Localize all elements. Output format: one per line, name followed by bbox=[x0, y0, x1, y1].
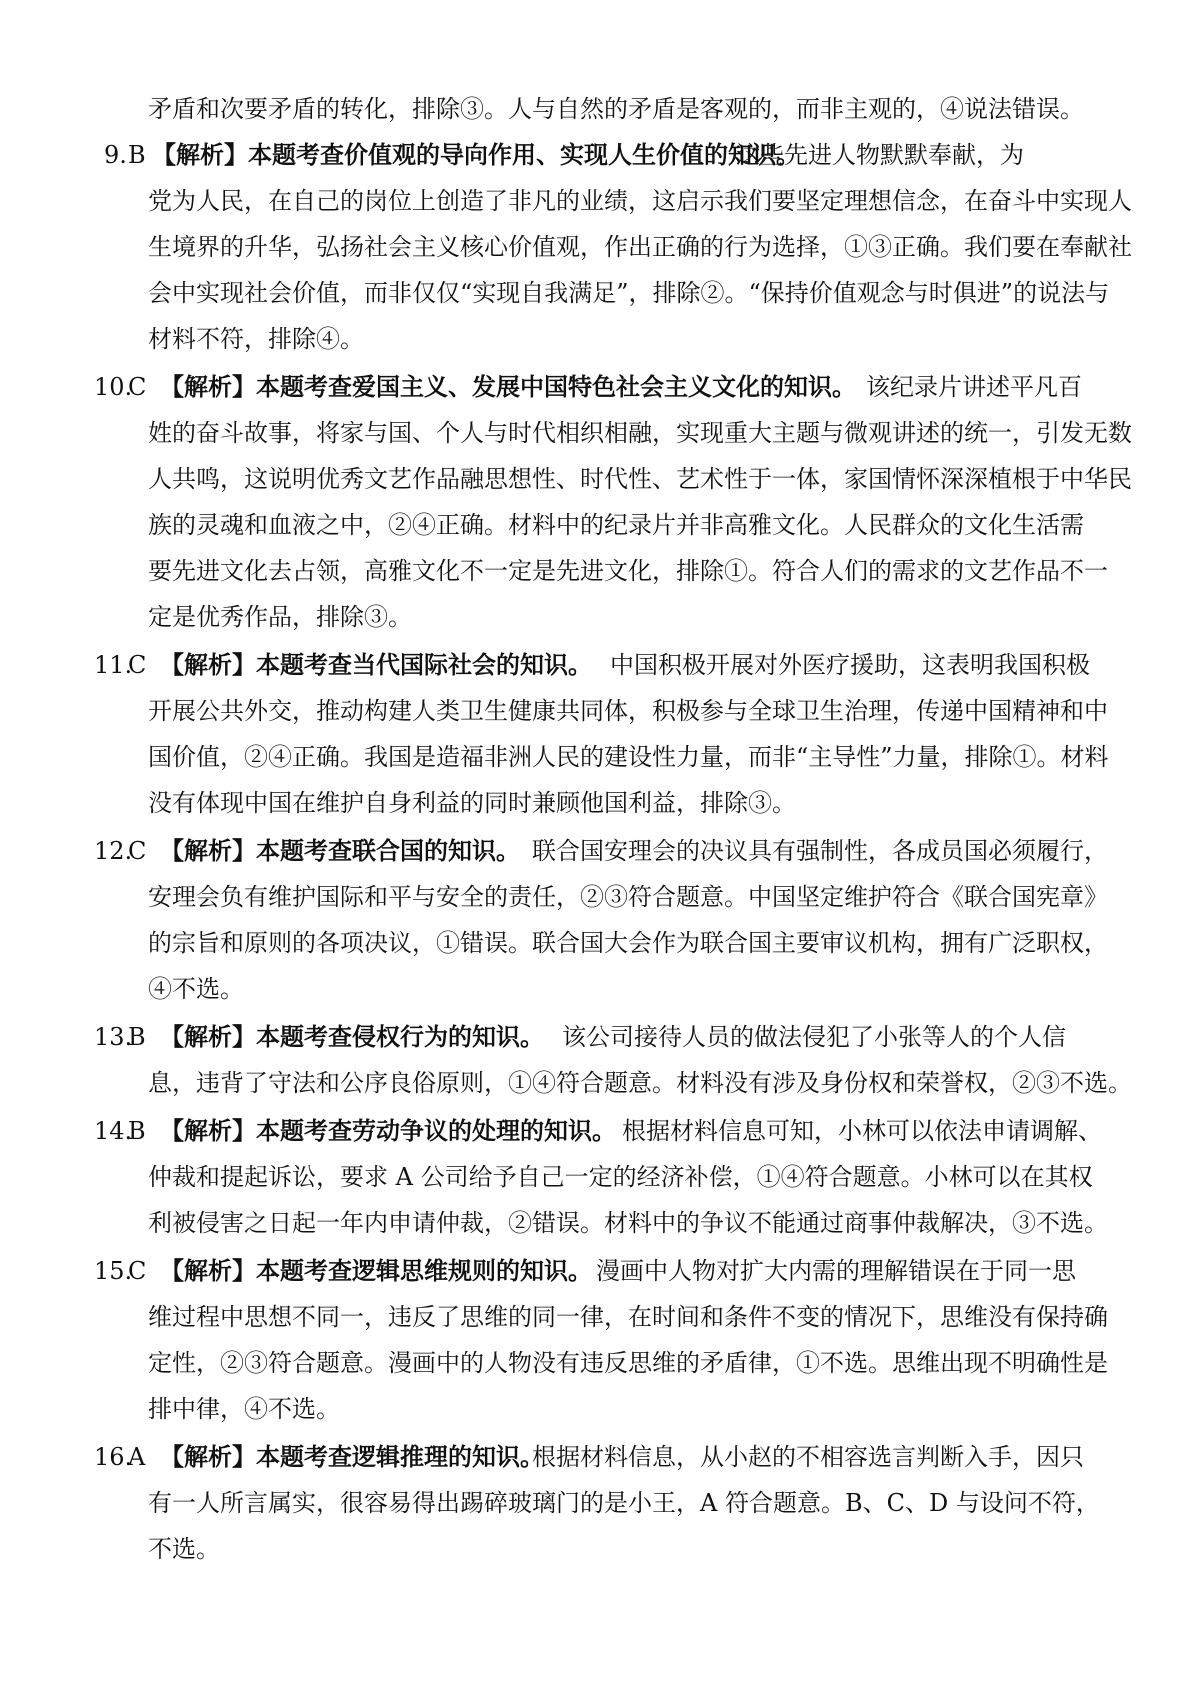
analysis-text: 该公司接待人员的做法侵犯了小张等人的个人信 bbox=[562, 1023, 1066, 1051]
analysis-text: 漫画中人物对扩大内需的理解错误在于同一思 bbox=[596, 1257, 1076, 1285]
analysis-text: 开展公共外交，推动构建人类卫生健康共同体，积极参与全球卫生治理，传递中国精神和中 bbox=[148, 697, 1108, 725]
item-answer: A bbox=[128, 1443, 146, 1471]
analysis-text: 不选。 bbox=[148, 1535, 220, 1563]
item-first-line bbox=[0, 1436, 1200, 1478]
item-number: 11. bbox=[94, 651, 133, 679]
analysis-text: 有一人所言属实，很容易得出踢碎玻璃门的是小王，A 符合题意。B、C、D 与设问不符， bbox=[148, 1489, 1100, 1517]
item-answer: C bbox=[128, 373, 147, 401]
analysis-text: 国价值，②④正确。我国是造福非洲人民的建设性力量，而非“主导性”力量，排除①。材料 bbox=[148, 743, 1109, 771]
item-number: 15. bbox=[94, 1257, 133, 1285]
analysis-tag: 【解析】 bbox=[160, 1022, 256, 1051]
analysis-text: 人共鸣，这说明优秀文艺作品融思想性、时代性、艺术性于一体，家国情怀深深植根于中华民 bbox=[148, 465, 1132, 493]
analysis-tag: 【解析】 bbox=[160, 650, 256, 679]
analysis-text: 没有体现中国在维护自身利益的同时兼顾他国利益，排除③。 bbox=[148, 789, 796, 817]
item-first-line bbox=[0, 830, 1200, 872]
item-answer: B bbox=[128, 1117, 146, 1145]
item-answer: B bbox=[128, 1023, 146, 1051]
analysis-text: 联合国安理会的决议具有强制性，各成员国必须履行， bbox=[532, 837, 1108, 865]
analysis-text: 中国积极开展对外医疗援助，这表明我国积极 bbox=[610, 651, 1090, 679]
item-number: 12. bbox=[94, 837, 133, 865]
text-line bbox=[0, 88, 1200, 130]
analysis-text: 定性，②③符合题意。漫画中的人物没有违反思维的矛盾律，①不选。思维出现不明确性是 bbox=[148, 1349, 1108, 1377]
analysis-text: 安理会负有维护国际和平与安全的责任，②③符合题意。中国坚定维护符合《联合国宪章》 bbox=[148, 883, 1108, 911]
analysis-text: 仲裁和提起诉讼，要求 A 公司给予自己一定的经济补偿，①④符合题意。小林可以在其权 bbox=[148, 1163, 1093, 1191]
item-first-line bbox=[0, 1250, 1200, 1292]
item-answer: C bbox=[128, 1257, 147, 1285]
item-first-line bbox=[0, 644, 1200, 686]
analysis-lead: 本题考查联合国的知识。 bbox=[256, 836, 520, 865]
item-number: 16. bbox=[94, 1443, 133, 1471]
analysis-text: 排中律，④不选。 bbox=[148, 1395, 340, 1423]
analysis-lead: 本题考查劳动争议的处理的知识。 bbox=[256, 1116, 616, 1145]
analysis-text: 息，违背了守法和公序良俗原则，①④符合题意。材料没有涉及身份权和荣誉权，②③不选。 bbox=[148, 1069, 1132, 1097]
item-answer: B bbox=[128, 141, 146, 169]
analysis-text: 根据材料信息可知，小林可以依法申请调解、 bbox=[622, 1117, 1102, 1145]
analysis-text: 维过程中思想不同一，违反了思维的同一律，在时间和条件不变的情况下，思维没有保持确 bbox=[148, 1303, 1108, 1331]
analysis-text: 该纪录片讲述平凡百 bbox=[866, 373, 1082, 401]
analysis-lead: 本题考查价值观的导向作用、实现人生价值的知识。 bbox=[248, 140, 800, 169]
analysis-text: ④不选。 bbox=[148, 975, 244, 1003]
continuation-text: 矛盾和次要矛盾的转化，排除③。人与自然的矛盾是客观的，而非主观的，④说法错误。 bbox=[148, 95, 1084, 123]
item-first-line bbox=[0, 366, 1200, 408]
item-first-line bbox=[0, 1016, 1200, 1058]
analysis-tag: 【解析】 bbox=[160, 1256, 256, 1285]
analysis-text: 生境界的升华，弘扬社会主义核心价值观，作出正确的行为选择，①③正确。我们要在奉献社 bbox=[148, 233, 1132, 261]
item-first-line bbox=[0, 1110, 1200, 1152]
analysis-lead: 本题考查逻辑思维规则的知识。 bbox=[256, 1256, 592, 1285]
analysis-tag: 【解析】 bbox=[160, 836, 256, 865]
analysis-lead: 本题考查逻辑推理的知识。 bbox=[256, 1442, 544, 1471]
item-first-line bbox=[0, 134, 1200, 176]
analysis-text: 利被侵害之日起一年内申请仲裁，②错误。材料中的争议不能通过商事仲裁解决，③不选。 bbox=[148, 1209, 1108, 1237]
analysis-lead: 本题考查当代国际社会的知识。 bbox=[256, 650, 592, 679]
analysis-text: 要先进文化去占领，高雅文化不一定是先进文化，排除①。符合人们的需求的文艺作品不一 bbox=[148, 557, 1108, 585]
item-number: 9. bbox=[104, 141, 127, 169]
analysis-tag: 【解析】 bbox=[160, 372, 256, 401]
analysis-tag: 【解析】 bbox=[160, 1116, 256, 1145]
analysis-text: 姓的奋斗故事，将家与国、个人与时代相织相融，实现重大主题与微观讲述的统一，引发无数 bbox=[148, 419, 1132, 447]
analysis-text: 党为人民，在自己的岗位上创造了非凡的业绩，这启示我们要坚定理想信念，在奋斗中实现人 bbox=[148, 187, 1132, 215]
analysis-text: 材料不符，排除④。 bbox=[148, 325, 364, 353]
analysis-lead: 本题考查侵权行为的知识。 bbox=[256, 1022, 544, 1051]
analysis-text: 会中实现社会价值，而非仅仅“实现自我满足”，排除②。“保持价值观念与时俱进”的说法与 bbox=[148, 279, 1110, 307]
analysis-tag: 【解析】 bbox=[160, 1442, 256, 1471]
item-answer: C bbox=[128, 837, 147, 865]
item-answer: C bbox=[128, 651, 147, 679]
item-number: 14. bbox=[94, 1117, 133, 1145]
analysis-text: 这些先进人物默默奉献，为 bbox=[736, 141, 1024, 169]
analysis-text: 族的灵魂和血液之中，②④正确。材料中的纪录片并非高雅文化。人民群众的文化生活需 bbox=[148, 511, 1084, 539]
analysis-text: 的宗旨和原则的各项决议，①错误。联合国大会作为联合国主要审议机构，拥有广泛职权， bbox=[148, 929, 1108, 957]
item-number: 13. bbox=[94, 1023, 133, 1051]
item-number: 10. bbox=[94, 373, 133, 401]
analysis-tag: 【解析】 bbox=[152, 140, 248, 169]
analysis-lead: 本题考查爱国主义、发展中国特色社会主义文化的知识。 bbox=[256, 372, 856, 401]
analysis-text: 根据材料信息，从小赵的不相容选言判断入手，因只 bbox=[532, 1443, 1084, 1471]
analysis-text: 定是优秀作品，排除③。 bbox=[148, 603, 412, 631]
